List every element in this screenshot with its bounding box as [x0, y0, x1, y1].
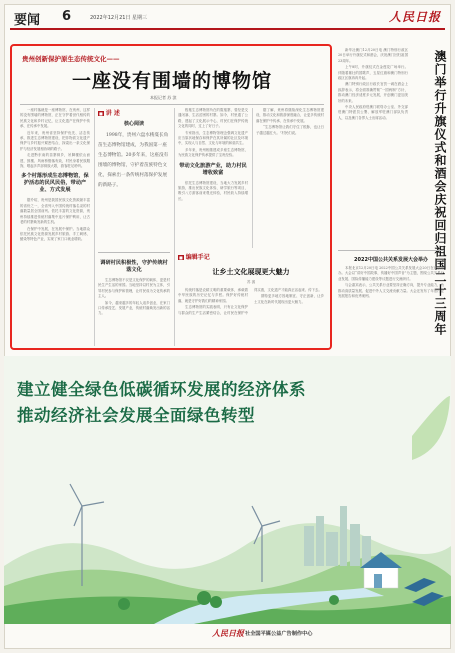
- issue-date: 2022年12月21日 星期三: [90, 15, 148, 21]
- masthead-logo: 人民日报: [388, 10, 441, 24]
- paragraph: 新华社澳门12月20日电 澳门特别行政区20日举行升旗仪式和酒会，庆祝澳门回归祖国23周年。: [338, 48, 408, 63]
- column-divider: [252, 108, 253, 248]
- paragraph: 近年来，贵州省坚持保护优先、活态传承，推进生态博物馆建设，把非物质文化遗产保护与乡村振兴紧密结合，探索出一条文化保护与经济发展相协调的路子。: [20, 130, 90, 151]
- macau-article-body: [338, 48, 408, 244]
- ad-footer-organization: 社全国平媒公益广告制作中心: [245, 631, 313, 637]
- paragraph: 传统村落是农耕文明的重要载体，承载着中华民族的历史记忆与乡愁。保护好传统村落，就是守护好我们的精神家园。: [178, 288, 248, 303]
- paragraph: 如今，越来越多的年轻人返乡创业，在家门口传承技艺、发展产业，传统村落焕发出新的活力。: [98, 300, 170, 316]
- paragraph: 中央人民政府驻澳门联络办公室、外交部驻澳门特派员公署、解放军驻澳门部队负责人，以及澳门各界人士出席活动。: [338, 105, 408, 120]
- editor-note: [178, 252, 324, 346]
- paragraph: 依托生态博物馆建设，当地大力发展乡村旅游，推出民族文化体验、研学旅行等项目，吸引八方游客前来观光体验，村民收入持续增长。: [178, 180, 248, 201]
- paragraph: “生态博物馆让我们守住了根脉，也让日子越过越红火。”村民们说。: [256, 125, 324, 135]
- article-kicker: 贵州创新保护原生态传统文化——: [22, 55, 120, 63]
- core-reading-text: 1998年，贵州六盘水梭戛长角苗生态博物馆建成，为我国第一座生态博物馆。20多年来，这座没有围墙的博物馆，守护着苗族特色文化，探索出一条传统村落保护发展的新路子。: [98, 133, 169, 188]
- paragraph: 本报北京12月20日电 2022中国公共关系发展大会20日在北京举办。大会以“讲好中国故事，传播好中国声音”为主题，围绕公共关系行业发展、国际传播能力建设等议题进行交流研讨。: [338, 266, 444, 281]
- article-column-2: [98, 108, 170, 346]
- paragraph: 在保护中发展，在发展中保护。当地群众依托民族文化资源发展乡村旅游、手工刺绣、蜡染等特色产业，实现了家门口就业增收。: [20, 226, 90, 242]
- pr-conference-body: [338, 266, 444, 299]
- column-heading: ■ 讲 述: [99, 110, 120, 117]
- paragraph: 据介绍，贵州是我国民族文化资源最丰富的省份之一，全省列入中国传统村落名录的村落数量居全国前列。依托丰富的文化资源，贵州持续推进传统村落集中连片保护利用，让古老的村寨焕发新的生机。: [20, 198, 90, 225]
- editor-note-heading: ■ 编辑手记: [179, 254, 210, 261]
- macau-headline: 澳门举行升旗仪式和酒会庆祝回归祖国二十三周年: [433, 50, 447, 336]
- leaf-icon: [412, 396, 450, 460]
- paragraph: 梭戛生态博物馆所在的陇戛寨，曾经是交通闭塞、生活贫困的村寨。如今，村里通了公路，建起了文化展示中心，村民们在保护传统文化的同时，过上了好日子。: [178, 108, 248, 129]
- divider: [20, 104, 324, 105]
- paragraph: 生态博物馆的实践表明，只有让文化保护与群众的生产生活紧密结合，让村民在保护中得实惠，文化遗产才能真正活起来、传下去。: [178, 288, 322, 315]
- column-divider: [94, 108, 95, 346]
- page-header: [10, 8, 445, 30]
- paragraph: 与会嘉宾表示，公共关系行业要坚持正确方向，提升专业能力，为推动高质量发展、促进中外人文交流贡献力量。大会还发布了年度行业发展报告和优秀案例。: [338, 283, 444, 299]
- column-subhead: 带动文化旅游产业，助力村民增收致富: [179, 162, 247, 176]
- article-column-4: [256, 108, 324, 248]
- ad-footer: [0, 622, 455, 644]
- paragraph: 一座村落就是一座博物馆，在贵州，这样的没有围墙的博物馆，正在守护着世代相传的民族文化和乡村记忆，让文化遗产在保护中传承、在传承中发展。: [20, 108, 90, 129]
- divider: [98, 252, 170, 253]
- page-number: 6: [62, 9, 72, 24]
- column-divider: [174, 108, 175, 346]
- paragraph: 上午8时，升旗仪式在金莲花广场举行。伴随着雄壮的国歌声，五星红旗和澳门特别行政区区旗冉冉升起。: [338, 65, 408, 81]
- section-name: 要闻: [14, 13, 41, 28]
- ad-slogan-line-1: 建立健全绿色低碳循环发展的经济体系: [17, 380, 306, 399]
- pr-conference-article: [338, 252, 444, 350]
- paragraph: 生态博物馆不仅是文化保护的载体，更是村民生产生活的家园。当地坚持以村民为主体，引导村民参与保护和管理，让村民成为文化传承的主人。: [98, 278, 170, 299]
- article-byline: 本报记者 苏 滨: [150, 95, 177, 100]
- paragraph: 走进黔东南的苗寨侗乡，吊脚楼依山而建，鼓楼、风雨桥错落有致，村民身着民族服饰，唱起多声部侗族大歌，游客驻足聆听。: [20, 153, 90, 169]
- ad-slogan-line-2: 推动经济社会发展全面绿色转型: [17, 406, 255, 425]
- highlighted-article[interactable]: [10, 44, 332, 350]
- divider: [338, 250, 444, 251]
- core-reading-label: 核心阅读: [123, 121, 144, 127]
- heading-badge-icon: ■: [99, 111, 103, 116]
- paragraph: 据了解，贵州将继续深化生态博物馆建设，推动文化和旅游深度融合，让更多传统村落在保护中传承、在传承中发展。: [256, 108, 324, 123]
- heading-badge-icon: ■: [179, 255, 183, 260]
- paragraph: 多年来，贵州相继建成多座生态博物馆，为民族文化保护传承提供了宝贵经验。: [178, 147, 248, 158]
- paragraph: 期待更多地方因地制宜、守正创新，让乡土文化在新时代展现出更大魅力。: [254, 294, 324, 304]
- column-subhead: 调研村民积极性，守护传统村落文化: [100, 260, 168, 273]
- column-subhead: 多个村落形成生态博物馆，保护活态的民风民俗，带动产业、方式发展: [21, 173, 89, 194]
- editor-note-body: [178, 288, 324, 316]
- pr-conference-title: 2022中国公共关系发展大会举办: [354, 257, 428, 263]
- ad-footer-logo: 人民日报: [212, 628, 244, 638]
- editor-note-title: 让乡土文化展现更大魅力: [212, 268, 290, 276]
- green-landscape-illustration: [4, 356, 451, 624]
- paragraph: 澳门特别行政区行政长官贺一诚在酒会上致辞表示，将全面准确贯彻“一国两制”方针，推动澳门经济适度多元发展，开创澳门更加美好的未来。: [338, 82, 408, 103]
- editor-note-author: 苏 滨: [246, 280, 256, 284]
- article-column-1: [20, 108, 90, 346]
- article-column-3: [178, 108, 248, 248]
- public-service-ad: [4, 356, 451, 624]
- paragraph: 专家指出，生态博物馆理念强调文化遗产应当原状地保存和保护在其所属的社区及环境中，实现人与自然、文化与环境的和谐共生。: [178, 130, 248, 146]
- article-headline: 一座没有围墙的博物馆: [72, 70, 273, 92]
